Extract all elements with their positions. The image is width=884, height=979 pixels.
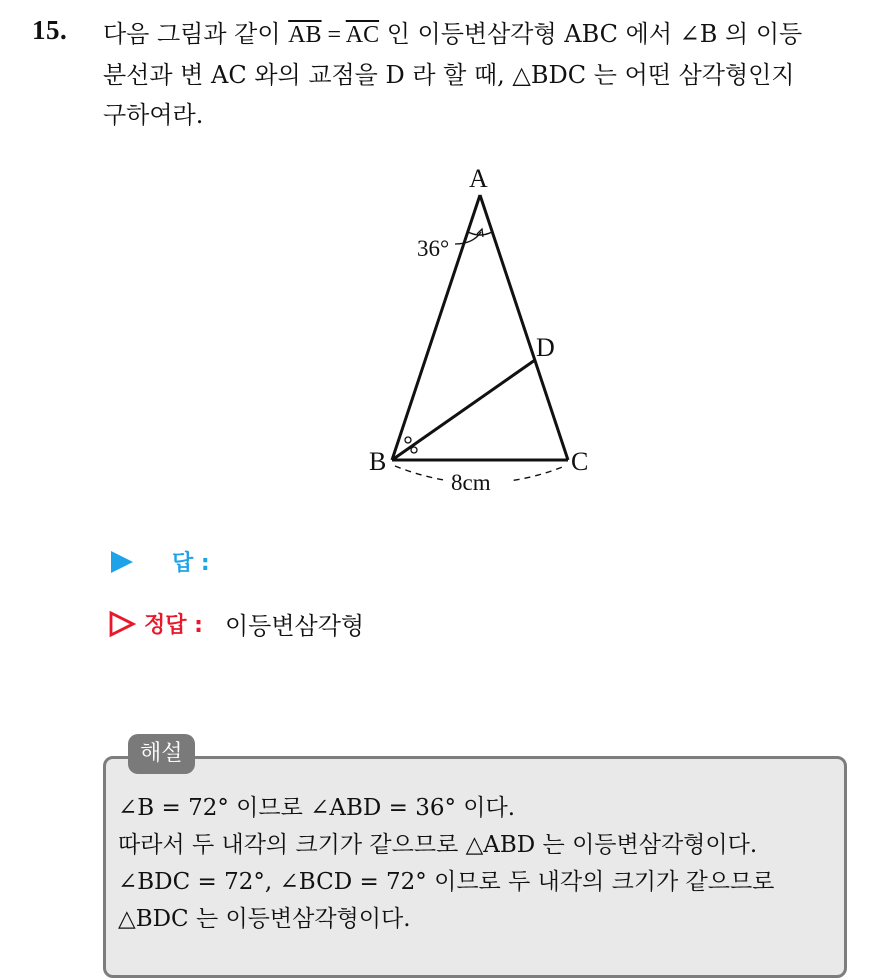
triangle-diagram bbox=[355, 160, 615, 500]
segment-ac: $\overline{AC}$ bbox=[345, 22, 380, 48]
correct-answer-row bbox=[108, 606, 364, 641]
point-d-label: D bbox=[536, 333, 555, 362]
side-ac bbox=[480, 195, 568, 460]
correct-answer-label: 정답 : bbox=[144, 613, 203, 638]
question-line-2: 분선과 변 AC 와의 교점을 D 라 할 때, △BDC 는 어떤 삼각형인지 bbox=[103, 61, 795, 89]
vertex-c-label: C bbox=[571, 447, 589, 476]
explanation-line: △BDC 는 이등변삼각형이다. bbox=[118, 906, 411, 932]
vertex-a-label: A bbox=[469, 164, 488, 193]
segment-ab: $\overline{AB}$ bbox=[288, 22, 322, 48]
vertex-b-label: B bbox=[369, 447, 387, 476]
correct-answer-value: 이등변삼각형 bbox=[224, 612, 365, 640]
side-ab bbox=[392, 195, 480, 460]
play-triangle-outline-icon bbox=[108, 610, 136, 638]
angle-mark-b2 bbox=[411, 447, 417, 453]
explanation-line: ∠B = 72° 이므로 ∠ABD = 36° 이다. bbox=[118, 795, 516, 821]
answer-label: 답 : bbox=[172, 551, 210, 576]
question-number: 15. bbox=[32, 15, 68, 45]
triangle-figure bbox=[355, 160, 615, 500]
answer-row bbox=[108, 546, 210, 577]
explanation-tag: 해설 bbox=[128, 734, 195, 774]
play-triangle-filled-icon bbox=[108, 549, 134, 575]
question-text bbox=[103, 14, 873, 135]
length-label: 8cm bbox=[451, 470, 491, 495]
bisector-bd bbox=[392, 360, 535, 460]
explanation-line: ∠BDC = 72°, ∠BCD = 72° 이므로 두 내각의 크기가 같으므로 bbox=[118, 869, 775, 895]
angle-mark-b1 bbox=[405, 437, 411, 443]
angle-label: 36° bbox=[417, 236, 450, 261]
explanation-text bbox=[118, 790, 838, 938]
question-line-1: 다음 그림과 같이 $\overline{AB} = \overline{AC}$ 인 이등변삼각형 ABC 에서 ∠B 의 이등 bbox=[103, 20, 803, 48]
question-line-3: 구하여라. bbox=[103, 101, 204, 129]
explanation-line: 따라서 두 내각의 크기가 같으므로 △ABD 는 이등변삼각형이다. bbox=[118, 832, 758, 858]
